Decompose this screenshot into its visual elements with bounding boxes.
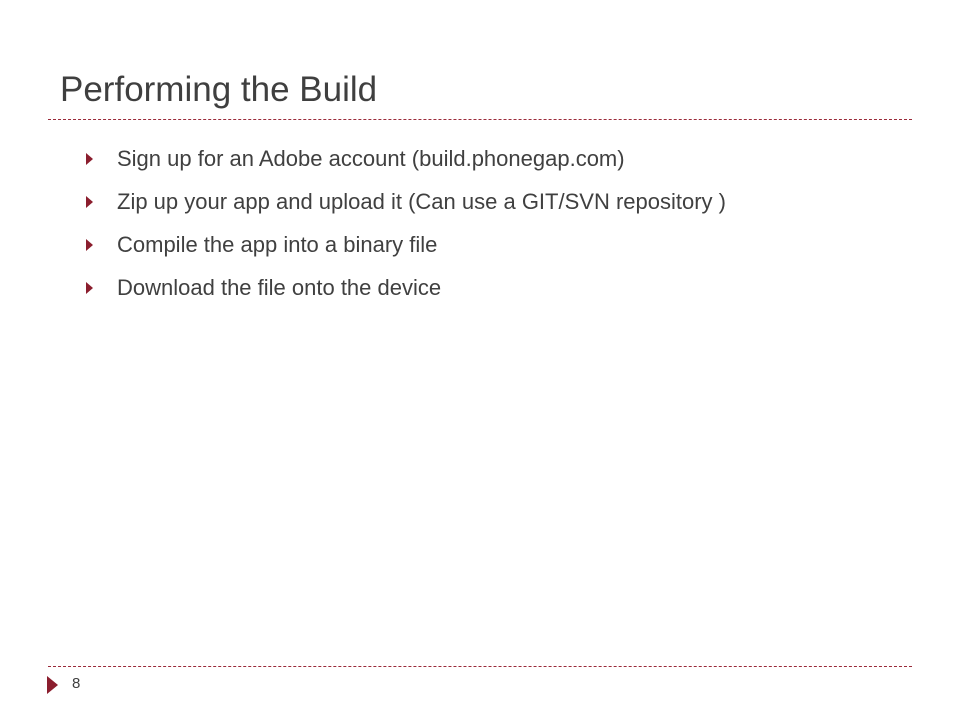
slide-title: Performing the Build [60, 70, 378, 109]
bullet-list [86, 137, 926, 309]
title-divider [48, 119, 912, 120]
bullet-item [86, 223, 926, 266]
footer-divider [48, 666, 912, 667]
bullet-text: Zip up your app and upload it (Can use a GIT/SVN repository ) [117, 188, 726, 214]
bullet-item [86, 266, 926, 309]
bullet-text: Download the file onto the device [117, 274, 442, 300]
footer-arrow-icon [47, 676, 58, 694]
bullet-item [86, 137, 926, 180]
triangle-bullet-icon [86, 153, 93, 165]
page-number: 8 [72, 675, 81, 692]
bullet-text: Sign up for an Adobe account (build.phonegap.com) [117, 145, 625, 171]
triangle-bullet-icon [86, 282, 93, 294]
bullet-item [86, 180, 926, 223]
triangle-bullet-icon [86, 196, 93, 208]
triangle-bullet-icon [86, 239, 93, 251]
bullet-text: Compile the app into a binary file [117, 231, 438, 257]
